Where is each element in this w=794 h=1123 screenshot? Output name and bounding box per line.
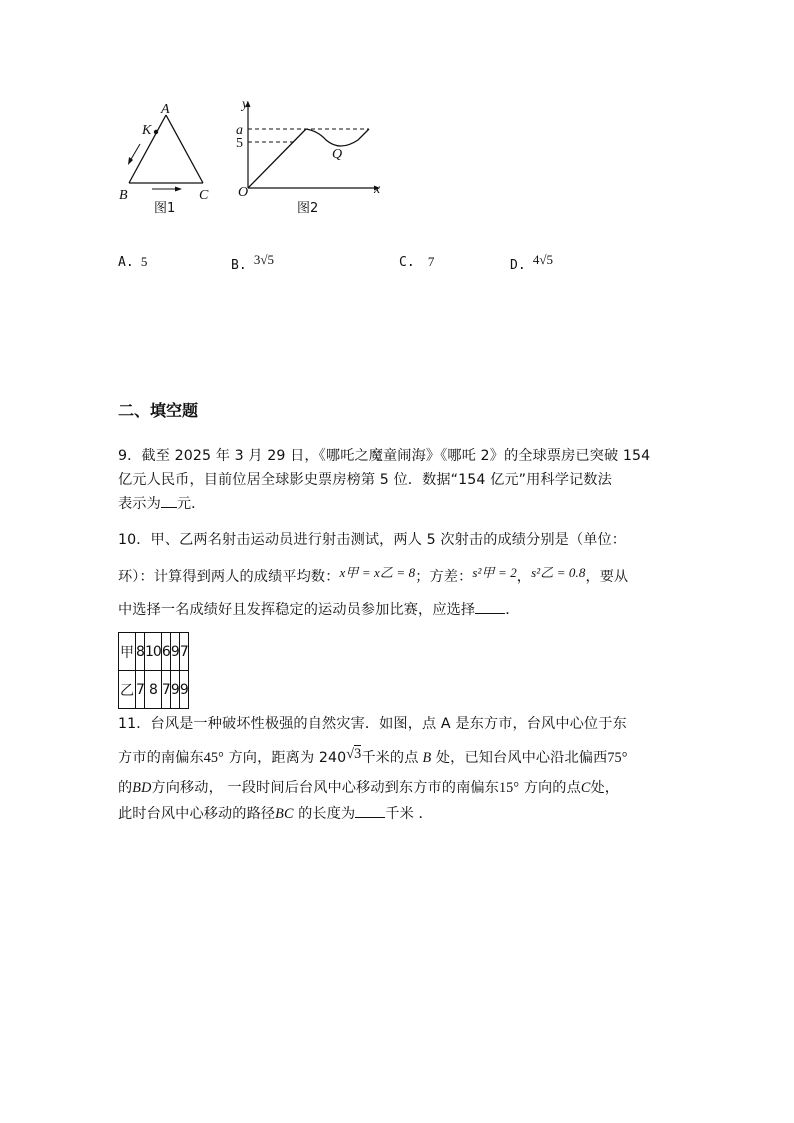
table-cell: 8 xyxy=(136,633,145,671)
q10-line-3 xyxy=(118,598,628,623)
angle-45: 45° xyxy=(203,750,224,766)
q11-line-2-mid2: 千米的点 xyxy=(361,750,419,766)
table-row xyxy=(119,633,189,671)
q11-line-2-pre: 方市的南偏东 xyxy=(118,750,204,766)
option-b[interactable] xyxy=(231,252,275,273)
option-d[interactable] xyxy=(510,252,554,273)
q11-line-4-pre: 此时台风中心移动的路径 xyxy=(118,806,276,822)
segment-bc: BC xyxy=(275,806,294,822)
angle-15: 15° xyxy=(498,780,520,796)
table-cell: 9 xyxy=(170,671,179,709)
q9-line-3 xyxy=(118,492,650,516)
q11-line-2 xyxy=(118,746,628,770)
q11-answer-blank[interactable] xyxy=(355,803,385,818)
q10-line-3-pre: 中选择一名成绩好且发挥稳定的运动员参加比赛，应选择 xyxy=(118,602,476,618)
q10-line-2-pre: 环）：计算得到两人的成绩平均数： xyxy=(118,569,340,585)
label-x: x xyxy=(374,182,381,197)
question-9 xyxy=(118,444,650,516)
q10-line-1: 10．甲、乙两名射击运动员进行射击测试，两人 5 次射击的成绩分别是（单位： xyxy=(118,532,627,548)
q10-line-2-post: ，要从 xyxy=(585,569,629,585)
q9-line-2: 亿元人民币，目前位居全球影史票房榜第 5 位．数据“154 亿元”用科学记数法 xyxy=(118,472,612,488)
q10-line-2-mid: ；方差： xyxy=(415,569,473,585)
angle-75: 75° xyxy=(607,750,628,766)
label-origin: O xyxy=(238,185,249,200)
question-10 xyxy=(118,528,628,623)
q9-answer-blank[interactable] xyxy=(161,493,177,508)
q9-line-3-post: 元． xyxy=(176,496,206,512)
q11-line-4-mid: 的长度为 xyxy=(293,806,356,822)
q11-line-4-post: 千米 ． xyxy=(385,806,433,822)
variance-jia: s²甲 = 2 xyxy=(472,565,517,580)
table-cell-name: 甲 xyxy=(119,633,136,671)
q10-line-2: 环）：计算得到两人的成绩平均数：x甲 = x乙 = 8；方差：s²甲 = 2，s²乙 = 0.8，要从 xyxy=(118,565,629,585)
option-a-value: 5 xyxy=(140,254,148,269)
q11-line-3-pre: 的 xyxy=(118,780,133,796)
figure-1-caption: 图1 xyxy=(154,201,176,216)
point-b: B xyxy=(422,750,432,766)
table-row xyxy=(119,671,189,709)
label-five: 5 xyxy=(236,136,243,151)
label-y: y xyxy=(242,97,249,112)
q11-line-3-tail: 处， xyxy=(590,780,620,796)
table-cell-value: 8 xyxy=(148,681,157,698)
figure-2 xyxy=(228,96,388,218)
segment-bd: BD xyxy=(132,780,152,796)
option-d-label: D. xyxy=(510,258,526,273)
table-cell: 10 xyxy=(145,633,162,671)
q11-line-4 xyxy=(118,802,628,826)
table-cell: 6 xyxy=(161,633,170,671)
table-cell xyxy=(145,671,162,709)
point-c: C xyxy=(580,780,591,796)
figure-2-caption: 图2 xyxy=(297,201,319,216)
q10-line-3-post: ． xyxy=(505,602,520,618)
option-a[interactable] xyxy=(118,254,147,270)
figure-1 xyxy=(112,98,222,216)
table-cell: 7 xyxy=(179,633,188,671)
label-c: C xyxy=(199,188,209,203)
q11-line-2-mid: 方向，距离为 240 xyxy=(223,750,347,766)
q9-line-3-pre: 表示为 xyxy=(118,496,161,512)
mean-formula: x甲 = x乙 = 8 xyxy=(339,565,416,580)
q11-line-3-end: 方向的点 xyxy=(519,780,581,796)
q11-line-3-post: 方向移动， 一段时间后台风中心移动到东方市的南偏东 xyxy=(151,780,499,796)
table-cell: 7 xyxy=(161,671,170,709)
q11-line-1: 11．台风是一种破坏性极强的自然灾害．如图，点 A 是东方市，台风中心位于东 xyxy=(118,716,627,732)
option-c[interactable] xyxy=(399,254,434,270)
option-c-label: C. xyxy=(399,255,415,270)
label-q: Q xyxy=(332,147,343,162)
option-c-value: 7 xyxy=(427,254,435,269)
variance-yi: s²乙 = 0.8 xyxy=(531,565,586,580)
q11-line-3 xyxy=(118,776,628,800)
option-b-label: B. xyxy=(231,258,247,273)
table-cell: 9 xyxy=(170,633,179,671)
section-title: 二、填空题 xyxy=(118,401,199,420)
label-b: B xyxy=(119,188,128,203)
label-a-value: a xyxy=(236,123,243,138)
table-cell: 9 xyxy=(179,671,188,709)
question-11 xyxy=(118,712,628,826)
table-cell-name: 乙 xyxy=(119,671,136,709)
scores-table xyxy=(118,632,189,709)
label-a: A xyxy=(161,102,170,117)
option-a-label: A. xyxy=(118,255,134,270)
q9-line-1: 9．截至 2025 年 3 月 29 日，《哪吒之魔童闹海》《哪吒 2》的全球票房已突破 154 xyxy=(118,448,651,464)
point-k xyxy=(154,130,158,134)
sqrt-radicand: 3 xyxy=(354,746,362,762)
sqrt-symbol: √ xyxy=(346,746,355,762)
option-b-value: 3√5 xyxy=(253,252,275,267)
option-d-value: 4√5 xyxy=(532,252,554,267)
table-cell: 7 xyxy=(136,671,145,709)
q10-answer-blank[interactable] xyxy=(475,599,505,614)
q11-line-2-post: 处，已知台风中心沿北偏西 xyxy=(431,750,608,766)
label-k: K xyxy=(142,123,152,138)
